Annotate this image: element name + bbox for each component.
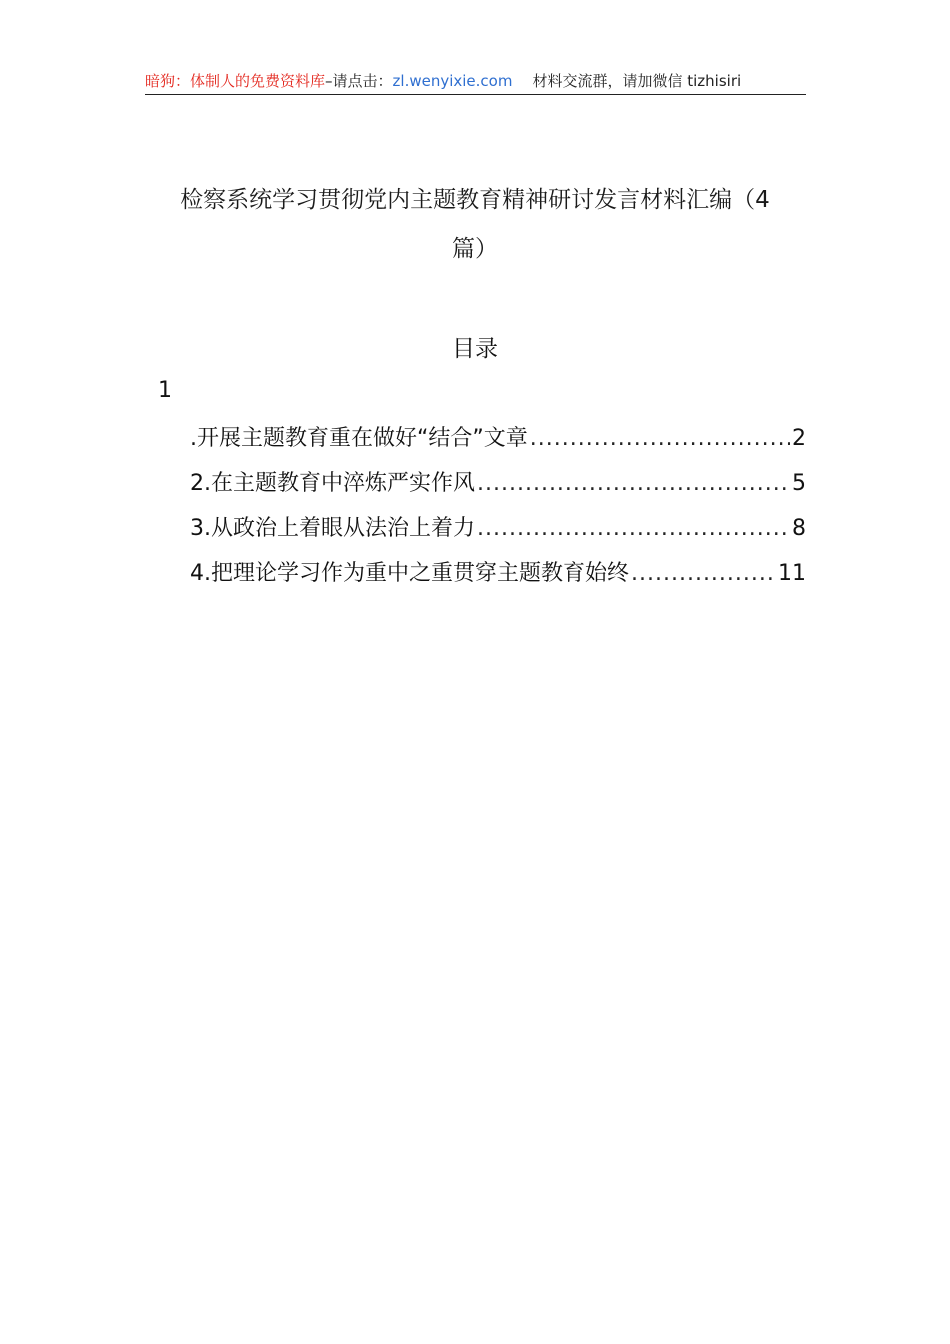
toc-entry-label: 3.从政治上着眼从法治上着力 bbox=[190, 516, 475, 541]
toc-dot-leader bbox=[477, 471, 790, 496]
toc-entry-label: 2.在主题教育中淬炼严实作风 bbox=[190, 471, 475, 496]
toc-entry-page: 5 bbox=[792, 471, 806, 496]
toc-dot-leader bbox=[530, 426, 790, 451]
header-contact: 材料交流群，请加微信 tizhisiri bbox=[532, 72, 742, 90]
header-prompt: –请点击： bbox=[325, 72, 393, 90]
toc-entry[interactable] bbox=[190, 421, 806, 453]
toc-entry[interactable] bbox=[190, 511, 806, 543]
document-title-line1: 检察系统学习贯彻党内主题教育精神研讨发言材料汇编（4 bbox=[180, 187, 770, 213]
toc-entry-page: 8 bbox=[792, 516, 806, 541]
header-brand: 暗狗：体制人的免费资料库 bbox=[145, 72, 326, 90]
toc-dot-leader bbox=[477, 516, 790, 541]
toc-heading: 目录 bbox=[452, 336, 498, 362]
toc-entry[interactable] bbox=[190, 556, 806, 588]
page-header bbox=[145, 68, 806, 95]
toc-entry-label: .开展主题教育重在做好“结合”文章 bbox=[190, 426, 528, 451]
toc-entry-page: 2 bbox=[792, 426, 806, 451]
toc-entry[interactable] bbox=[190, 466, 806, 498]
document-title-line2: 篇） bbox=[452, 236, 498, 262]
toc-entry-page: 11 bbox=[778, 561, 806, 586]
toc-leading-number: 1 bbox=[158, 378, 172, 403]
toc-entry-label: 4.把理论学习作为重中之重贯穿主题教育始终 bbox=[190, 561, 629, 586]
toc-dot-leader bbox=[631, 561, 776, 586]
header-link[interactable]: zl.wenyixie.com bbox=[392, 72, 513, 90]
